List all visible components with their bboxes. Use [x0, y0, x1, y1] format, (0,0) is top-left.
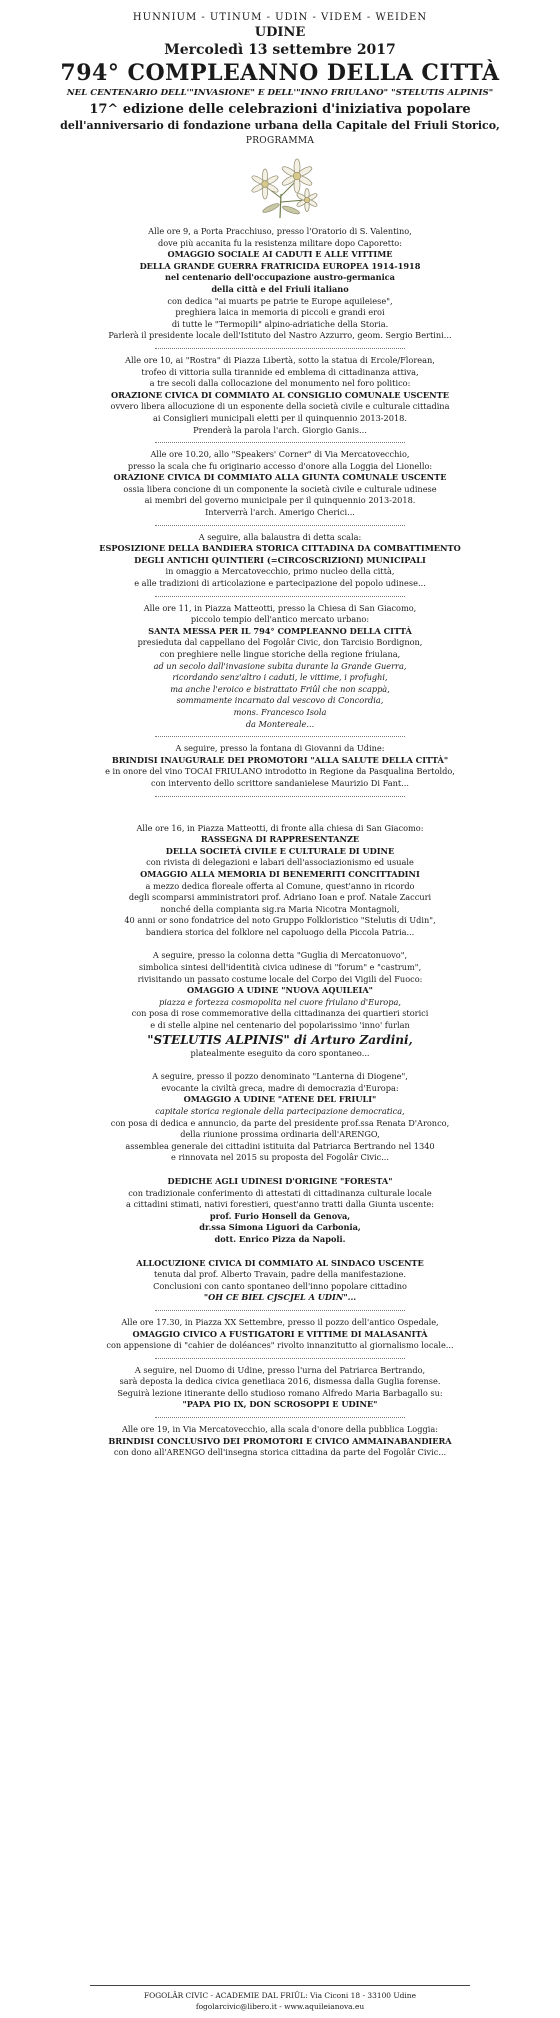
program-line: da Montereale... [245, 718, 315, 729]
program-line: simbolica sintesi dell'identità civica udinese di "forum" e "castrum", [138, 962, 422, 973]
program-line: ovvero libera allocuzione di un esponente della società civile e culturale cittadina [110, 401, 450, 412]
program-line: DELLA SOCIETÀ CIVILE E CULTURALE DI UDINE [165, 845, 395, 856]
program-line: OMAGGIO A UDINE "NUOVA AQUILEIA" [187, 985, 373, 996]
program-line: sommamente incarnato dal vescovo di Concordia, [176, 695, 384, 706]
page-title: 794° COMPLEANNO DELLA CITTÀ [60, 60, 500, 86]
section-spacer [14, 1164, 546, 1176]
program-line: e alle tradizioni di articolazione e partecipazione del popolo udinese... [134, 578, 426, 589]
program-line: SANTA MESSA PER IL 794° COMPLEANNO DELLA CITTÀ [148, 625, 412, 636]
program-item [14, 1071, 546, 1164]
program-line: DEDICHE AGLI UDINESI D'ORIGINE "FORESTA" [167, 1175, 393, 1186]
program-line: con posa di rose commemorative della cittadinanza dei quartieri storici [131, 1008, 429, 1019]
program-line: prof. Furio Honsell da Genova, [209, 1210, 351, 1221]
program-line: nonché della compianta sig.ra Maria Nicotra Montagnoli, [160, 903, 400, 914]
program-line: preghiera laica in memoria di piccoli e grandi eroi [175, 307, 385, 318]
program-line: A seguire, alla balaustra di detta scala: [198, 531, 362, 542]
program-line: Alle ore 10, ai "Rostra" di Piazza Libertà, sotto la statua di Ercole/Florean, [125, 354, 435, 365]
program-line: OMAGGIO ALLA MEMORIA DI BENEMERITI CONCITTADINI [140, 868, 420, 879]
section-divider [155, 1310, 405, 1311]
program-sections [14, 226, 546, 1459]
program-line: con rivista di delegazioni e labari dell'associazionismo ed usuale [146, 857, 414, 868]
program-line: bandiera storica del folklore nel capoluogo della Piccola Patria... [145, 926, 415, 937]
program-line: ma anche l'eroico e bistrattato Friûl che non scappà, [170, 683, 390, 694]
program-line: Conclusioni con canto spontaneo dell'inno popolare cittadino [153, 1280, 407, 1291]
program-line: e di stelle alpine nel centenario del popolarissimo 'inno' furlan [150, 1020, 410, 1031]
section-spacer [14, 1059, 546, 1071]
program-line: degli scomparsi amministratori prof. Adriano Ioan e prof. Natale Zaccuri [128, 892, 432, 903]
program-line: dr.ssa Simona Liguori da Carbonia, [199, 1222, 361, 1233]
program-item [14, 603, 546, 731]
program-line: Alle ore 9, a Porta Pracchiuso, presso l'Oratorio di S. Valentino, [148, 226, 412, 236]
section-spacer [14, 803, 546, 823]
program-item [14, 1365, 546, 1411]
program-line: OMAGGIO SOCIALE AI CADUTI E ALLE VITTIME [167, 249, 393, 260]
program-item [14, 1317, 546, 1352]
program-line: RASSEGNA DI RAPPRESENTANZE [200, 834, 360, 845]
program-line: Parlerà il presidente locale dell'Istituto del Nastro Azzurro, geom. Sergio Bertini... [108, 330, 452, 341]
section-divider [155, 442, 405, 443]
program-item [14, 823, 546, 939]
section-spacer [14, 1246, 546, 1258]
program-line: con tradizionale conferimento di attestati di cittadinanza culturale locale [128, 1187, 432, 1198]
program-line: ricordando senz'altro i caduti, le vittime, i profughi, [172, 672, 388, 683]
program-line: OMAGGIO CIVICO A FUSTIGATORI E VITTIME DI MALASANITÀ [132, 1328, 428, 1339]
program-line: a tre secoli dalla collocazione del monumento nel foro politico: [149, 378, 411, 389]
event-date: Mercoledì 13 settembre 2017 [164, 42, 396, 58]
section-divider [155, 525, 405, 526]
program-line: ESPOSIZIONE DELLA BANDIERA STORICA CITTADINA DA COMBATTIMENTO [99, 543, 461, 554]
program-line: Prenderà la parola l'arch. Giorgio Ganis... [193, 424, 367, 435]
program-line: rivisitando un passato costume locale del Corpo dei Vigili del Fuoco: [137, 973, 423, 984]
anniversary-line: dell'anniversario di fondazione urbana della Capitale del Friuli Storico, [60, 119, 500, 132]
program-item [14, 355, 546, 436]
program-line: "OH CE BIEL CJSCJEL A UDIN"... [203, 1292, 357, 1303]
program-line: in omaggio a Mercatovecchio, primo nucleo della città, [165, 566, 395, 577]
program-line: con preghiere nelle lingue storiche della regione friulana, [159, 649, 401, 659]
footer-address: FOGOLÂR CIVIC - ACADEMIE DAL FRIÛL: Via Ciconi 18 - 33100 Udine [143, 1991, 417, 2000]
program-line: 40 anni or sono fondatrice del noto Gruppo Folkloristico "Stelutis di Udin", [124, 915, 436, 926]
program-line: con dedica "ai muarts pe patrie te Europe aquileiese", [167, 295, 393, 306]
section-divider [155, 796, 405, 797]
program-line: dott. Enrico Pizza da Napoli. [214, 1233, 346, 1244]
program-line: Alle ore 19, in Via Mercatovecchio, alla scala d'onore della pubblica Loggia: [122, 1424, 438, 1435]
program-item [14, 1424, 546, 1459]
program-line: Seguirà lezione itinerante dello studioso romano Alfredo Maria Barbagallo su: [117, 1387, 443, 1398]
program-item [14, 950, 546, 1059]
program-line: ai Consiglieri municipali eletti per il quinquennio 2013-2018. [152, 412, 407, 423]
program-line: tenuta dal prof. Alberto Travain, padre della manifestazione. [154, 1269, 406, 1280]
program-line: trofeo di vittoria sulla tirannide ed emblema di cittadinanza attiva, [141, 366, 419, 377]
program-line: Alle ore 16, in Piazza Matteotti, di fronte alla chiesa di San Giacomo: [136, 822, 424, 833]
program-line: A seguire, presso il pozzo denominato "Lanterna di Diogene", [152, 1071, 408, 1082]
program-line: con dono all'ARENGO dell'insegna storica cittadina da parte del Fogolâr Civic... [113, 1447, 447, 1458]
program-line: con intervento dello scrittore sandanielese Maurizio Di Fant... [151, 777, 409, 788]
program-line: evocante la civiltà greca, madre di democrazia d'Europa: [161, 1082, 399, 1093]
program-line: a cittadini stimati, nativi forestieri, quest'anno tratti dalla Giunta uscente: [125, 1199, 435, 1210]
program-line: DEGLI ANTICHI QUINTIERI (=CIRCOSCRIZIONI) MUNICIPALI [134, 554, 426, 565]
program-line: nel centenario dell'occupazione austro-germanica [165, 272, 395, 283]
program-line: a mezzo dedica floreale offerta al Comune, quest'anno in ricordo [145, 880, 415, 891]
edelweiss-icon [235, 150, 325, 220]
program-line: ORAZIONE CIVICA DI COMMIATO ALLA GIUNTA COMUNALE USCENTE [113, 472, 447, 483]
program-line: presso la scala che fu originario accesso d'onore alla Loggia del Lionello: [127, 460, 433, 471]
section-divider [155, 1417, 405, 1418]
footer-contacts: fogolarcivic@libero.it - www.aquileianova.eu [195, 2002, 365, 2011]
program-line: ossia libera concione di un componente la società civile e culturale udinese [123, 483, 437, 494]
program-line: Alle ore 11, in Piazza Matteotti, presso la Chiesa di San Giacomo, [143, 602, 417, 613]
program-line: piccolo tempio dell'antico mercato urbano: [190, 614, 370, 625]
program-line: BRINDISI INAUGURALE DEI PROMOTORI "ALLA SALUTE DELLA CITTÀ" [111, 754, 449, 765]
program-line: dove più accanita fu la resistenza militare dopo Caporetto: [157, 237, 402, 248]
program-line: "STELUTIS ALPINIS" di Arturo Zardini, [147, 1032, 413, 1047]
program-item [14, 1258, 546, 1304]
program-line: Interverrà l'arch. Amerigo Cherici... [205, 507, 355, 518]
program-heading: PROGRAMMA [245, 136, 315, 146]
program-item [14, 226, 546, 342]
section-spacer [14, 938, 546, 950]
footer [0, 1985, 560, 2012]
program-line: presieduta dal cappellano del Fogolâr Civic, don Tarcisio Bordignon, [137, 637, 423, 648]
program-line: ALLOCUZIONE CIVICA DI COMMIATO AL SINDACO USCENTE [136, 1257, 424, 1268]
program-line: A seguire, nel Duomo di Udine, presso l'urna del Patriarca Bertrando, [134, 1364, 426, 1375]
program-line: piazza e fortezza cosmopolita nel cuore friulano d'Europa, [159, 996, 401, 1007]
program-line: capitale storica regionale della partecipazione democratica, [155, 1106, 405, 1116]
program-line: platealmente eseguito da coro spontaneo... [190, 1047, 370, 1058]
section-divider [155, 1358, 405, 1359]
program-line: A seguire, presso la fontana di Giovanni da Udine: [175, 743, 385, 754]
section-divider [155, 348, 405, 349]
program-line: sarà deposta la dedica civica genetliaca 2016, dismessa dalla Guglia forense. [119, 1376, 441, 1387]
program-line: assemblea generale dei cittadini istituita dal Patriarca Bertrando nel 1340 [125, 1140, 435, 1151]
program-line: "PAPA PIO IX, DON SCROSOPPI E UDINE" [182, 1399, 378, 1410]
program-line: con appensione di "cahier de doléances" rivolto innanzitutto al giornalismo locale... [106, 1340, 454, 1351]
program-line: A seguire, presso la colonna detta "Guglia di Mercatonuovo", [152, 950, 408, 961]
program-line: DELLA GRANDE GUERRA FRATRICIDA EUROPEA 1914-1918 [139, 260, 421, 271]
program-line: OMAGGIO A UDINE "ATENE DEL FRIULI" [183, 1094, 377, 1105]
program-line: mons. Francesco Isola [233, 706, 327, 717]
section-divider [155, 736, 405, 737]
footer-divider [90, 1985, 470, 1986]
program-item [14, 449, 546, 519]
program-line: e rinnovata nel 2015 su proposta del Fogolâr Civic... [171, 1152, 389, 1163]
program-line: Alle ore 10.20, allo "Speakers' Corner" di Via Mercatovecchio, [150, 449, 410, 460]
section-divider [155, 596, 405, 597]
program-line: e in onore del vino TOCAI FRIULANO introdotto in Regione da Pasqualina Bertoldo, [105, 766, 455, 777]
program-item [14, 1176, 546, 1246]
program-line: Alle ore 17.30, in Piazza XX Settembre, presso il pozzo dell'antico Ospedale, [121, 1316, 439, 1327]
historic-city-names: HUNNIUM - UTINUM - UDIN - VIDEM - WEIDEN [132, 12, 428, 23]
city-name: UDINE [254, 25, 306, 40]
edition-line: 17^ edizione delle celebrazioni d'iniziativa popolare [89, 102, 471, 117]
program-line: della città e del Friuli italiano [211, 283, 349, 294]
program-line: con posa di dedica e annuncio, da parte del presidente prof.ssa Renata D'Aronco, [110, 1117, 450, 1128]
program-line: di tutte le "Termopili" alpino-adriatiche della Storia. [171, 318, 389, 329]
program-line: BRINDISI CONCLUSIVO DEI PROMOTORI E CIVICO AMMAINABANDIERA [108, 1435, 452, 1446]
program-item [14, 532, 546, 590]
program-line: della riunione prossima ordinaria dell'ARENGO, [180, 1129, 380, 1140]
page-subtitle: NEL CENTENARIO DELL'"INVASIONE" E DELL'"INNO FRIULANO" "STELUTIS ALPINIS" [66, 88, 494, 98]
program-line: ai membri del governo municipale per il quinquennio 2013-2018. [144, 495, 416, 506]
program-item [14, 743, 546, 789]
program-line: ad un secolo dall'invasione subita durante la Grande Guerra, [153, 660, 407, 671]
program-line: ORAZIONE CIVICA DI COMMIATO AL CONSIGLIO COMUNALE USCENTE [111, 389, 449, 400]
